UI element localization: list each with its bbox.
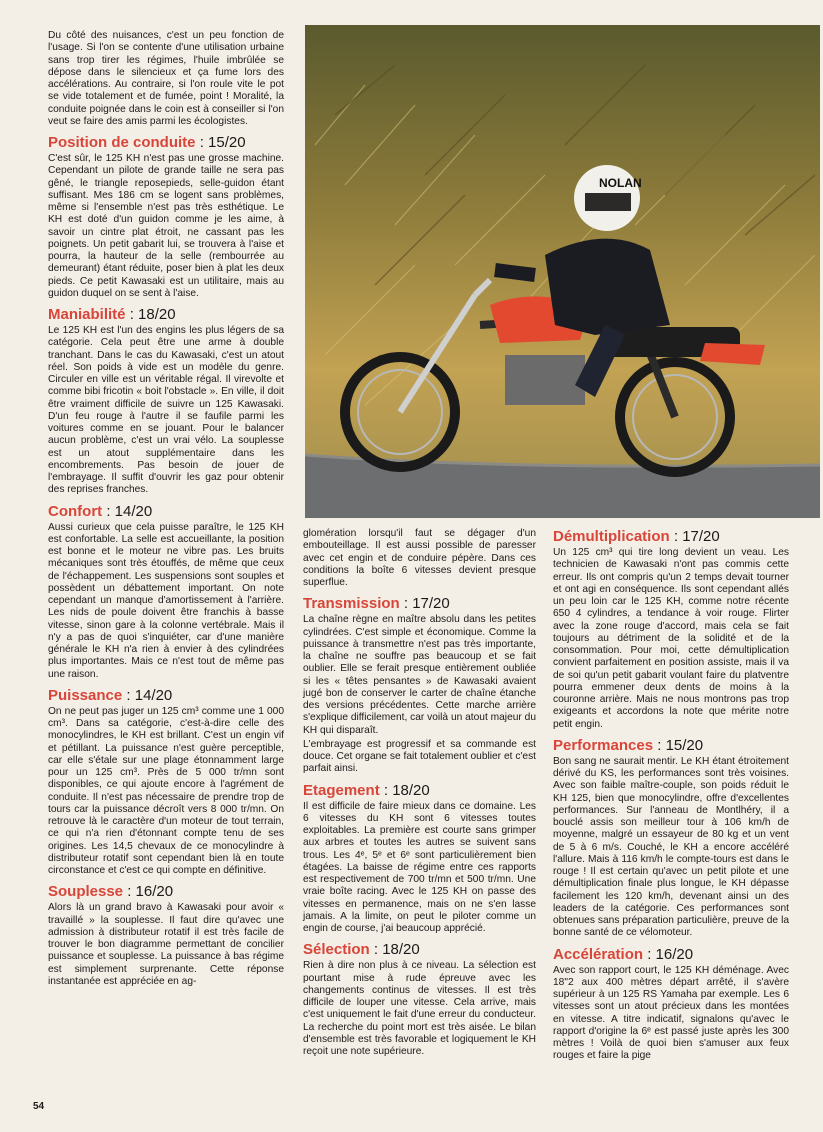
column-1 [48, 30, 284, 990]
section-score: : 15/20 [657, 736, 704, 754]
column-3 [553, 528, 789, 1065]
section-score: : 15/20 [199, 134, 246, 151]
section-score: : 18/20 [129, 306, 176, 323]
section-name: Transmission [303, 595, 400, 613]
column-2 [303, 528, 536, 1060]
section-score: : 16/20 [647, 945, 694, 963]
section-score: : 14/20 [126, 686, 173, 704]
section-name: Sélection [303, 941, 370, 959]
section-name: Performances [553, 736, 654, 754]
motorcycle-photo [305, 25, 820, 518]
paragraph: Aussi curieux que cela puisse paraître, le 125 KH est confortable. La selle est accueillante, la position est bonne et le moteur ne vibre pas. Les bruits mécaniques sont très étouffés, de même que ceux de l'échappement. Les suspensions sont souples et possèdent un débattement important. On note cependant un manque d'amortissement à l'arrière. Les nids de poule doivent être franchis à basse vitesse, sinon gare à la colonne vertébrale. Mais il n'y a pas de quoi s'inquiéter, car d'une manière générale le KH n'a rien à envier à des cylindrées plus importantes. Mais ce n'est tout de même pas une raison. [48, 521, 284, 680]
paragraph: C'est sûr, le 125 KH n'est pas une grosse machine. Cependant un pilote de grande taille ne sera pas gêné, le triangle reposepieds, selle-guidon étant suffisant. Mes 186 cm se logent sans problèmes, même si l'ensemble n'est pas très esthétique. Le KH est doté d'un guidon comme je les aime, à savoir un cintre plat étroit, ne cassant pas les poignets. Un petit gabarit lui, se trouvera à l'aise et pourra, la hauteur de la selle (rembourrée au demeurant) étant réduite, poser bien à plat les deux pieds. Ce petit Kawasaki est un utilitaire, mais au guidon duquel on se sent à l'aise. [48, 153, 284, 299]
page-number: 54 [33, 1101, 45, 1112]
section-name: Position de conduite [48, 134, 196, 151]
section-name: Puissance [48, 686, 123, 704]
section-score: : 18/20 [383, 781, 430, 799]
section-heading [303, 941, 536, 958]
paragraph: Avec son rapport court, le 125 KH déménage. Avec 18"2 aux 400 mètres départ arrêté, il s'avère supérieur à un 125 RS Yamaha par exemple. Les 6 vitesses sont un atout précieux dans les montées en vitesse. A titre indicatif, signalons qu'avec le rapport d'origine la 6ᵉ est passé juste après les 300 mètres ! Voilà de quoi bien s'amuser aux feux rouges et faire la pige [553, 964, 789, 1062]
section-name: Accélération [553, 945, 644, 963]
section-heading [553, 528, 789, 545]
section-score: : 14/20 [106, 502, 153, 520]
paragraph: On ne peut pas juger un 125 cm³ comme une 1 000 cm³. Dans sa catégorie, c'est-à-dire celle des monocylindres, le KH est brillant. C'est un engin vif et pétillant. La puissance n'est guère perceptible, car elle s'étale sur une plage étonnamment large pour un 125 cm³. Près de 5 000 tr/mn sont disponibles, ce qui ajoute encore à l'agrément de conduite. Il n'est pas nécessaire de prendre trop de tours car la puissance décroît vers 8 000 tr/mn. On retrouve là le caractère d'un moteur de tout terrain, ce qui n'a rien d'étonnant compte tenu de ses origines. Les 14,5 chevaux de ce monocylindre à distributeur rotatif sont cependant bien là en toute circonstance et c'est ce qui compte en définitive. [48, 705, 284, 876]
section-score: : 18/20 [373, 941, 420, 959]
paragraph: glomération lorsqu'il faut se dégager d'un embouteillage. Il est aussi possible de paresser avec cet engin et de conduire pépère. Dans ces conditions la boîte 6 vitesses devient presque superflue. [303, 528, 536, 588]
section-heading [553, 737, 789, 754]
section-heading [48, 503, 284, 520]
paragraph: Bon sang ne saurait mentir. Le KH étant étroitement dérivé du KS, les performances sont très voisines. Avec son faible maître-couple, son poids réduit le KH 125, bien que monocylindre, offre d'excellentes performances. Sur l'anneau de Montlhéry, il a bouclé assis son meilleur tour à 106 km/h de moyenne, malgré un essayeur de 80 kg et un vent de 5 à 6 m/s. Couché, le KH a encore accéléré l'allure. Mais à 116 km/h le compte-tours est dans le rouge ! Il est certain qu'avec un petit pilote et une démultiplication finale plus longue, le KH dépasse facilement les 120 km/h, devenant ainsi un des leaders de la catégorie. Ces performances sont obtenues sans préparation particulière, preuve de la bonne santé de ce vélomoteur. [553, 755, 789, 939]
section-heading [303, 782, 536, 799]
section-heading [303, 595, 536, 612]
paragraph: Il est difficile de faire mieux dans ce domaine. Les 6 vitesses du KH sont 6 vitesses toutes exploitables. La première est courte sans grimper aux arbres et toutes les autres se suivent sans trous. Les 4ᵉ, 5ᵉ et 6ᵉ sont particulièrement bien étagées. La baisse de régime entre ces rapports est respectivement de 700 tr/mn et 500 tr/mn. Une vraie boîte racing. Avec le 125 KH on passe des vitesses en permanence, mais on ne s'en lasse jamais. A la limite, on peut le piloter comme un engin de course, j'ai beaucoup apprécié. [303, 800, 536, 934]
paragraph: La chaîne règne en maître absolu dans les petites cylindrées. C'est simple et économique. Comme la puissance à transmettre n'est pas très importante, la chaîne ne souffre pas beaucoup et se fait oublier. Elle se ferait presque entièrement oubliée si les « têtes pensantes » de Kawasaki avaient jugé bon de conserver le carter de chaîne étanche des versions précédentes. Cette marche arrière s'explique difficilement, car voilà un atout majeur du KH qui disparaît. [303, 614, 536, 736]
section-score: : 17/20 [673, 528, 720, 545]
section-heading [48, 134, 284, 151]
paragraph: Du côté des nuisances, c'est un peu fonction de l'usage. Si l'on se contente d'une utilisation urbaine sans trop tirer les régimes, l'huile imbrûlée se dépose dans le silencieux et ça fume lors des accélérations. Au contraire, si l'on roule vite le pot se vide totalement et de fumée, point ! Moralité, la conduite poignée dans le coin est à conseiller si l'on veut se faire des amis parmi les écologistes. [48, 30, 284, 127]
section-score: : 17/20 [403, 595, 450, 613]
motorcycle-rider-image [305, 25, 820, 518]
section-name: Souplesse [48, 883, 124, 901]
section-heading [48, 687, 284, 704]
section-heading [553, 946, 789, 963]
section-name: Etagement [303, 781, 380, 799]
section-score: : 16/20 [127, 883, 174, 901]
section-name: Démultiplication [553, 528, 670, 545]
helmet-label: NOLAN [599, 176, 642, 190]
section-heading [48, 306, 284, 323]
section-name: Confort [48, 502, 103, 520]
section-name: Maniabilité [48, 306, 126, 323]
paragraph: Le 125 KH est l'un des engins les plus légers de sa catégorie. Cela peut être une arme à double tranchant. Dans le cas du Kawasaki, c'est un atout réel. Son poids à vide est un modèle du genre. Circuler en ville est un véritable régal. Il virevolte et comme bibi fricotin « boit l'obstacle ». En ville, il doit être vraiment difficile de suivre un 125 Kawasaki. D'un feu rouge à l'autre il se faufile parmi les voitures comme en se jouant. Pour le balancer aucun problème, c'est un vrai vélo. La souplesse est un atout supplémentaire dans les encombrements. Pas besoin de jouer de l'embrayage. Il suffit d'ouvrir les gaz pour obtenir des reprises franches. [48, 325, 284, 496]
paragraph: L'embrayage est progressif et sa commande est douce. Cet organe se fait totalement oublier et c'est parfait ainsi. [303, 738, 536, 775]
section-heading [48, 883, 284, 900]
paragraph: Alors là un grand bravo à Kawasaki pour avoir « travaillé » la souplesse. Il faut dire qu'avec une admission à distributeur rotatif il est très facile de trouver le bon diagramme permettant de concilier puissance et souplesse. La puissance à bas régime est simplement surprenante. Cette réponse instantanée est appréciée en ag- [48, 902, 284, 987]
paragraph: Un 125 cm³ qui tire long devient un veau. Les technicien de Kawasaki n'ont pas commis cette erreur. Ils ont compris qu'un 2 temps devait tourner et ont agi en conséquence. Ils sont cependant allés un peu loin car le 125 KH, comme notre récente 650 4 cylindres, a tendance à voir rouge. Flirter avec la zone rouge d'accord, mais cela se fait toujours au détriment de la solidité et de la consommation. Pour moi, cette démultiplication convient parfaitement en position assiste, mais il va de soi qu'un petit gabarit voulant faire du platventre pourra emmener deux dents de moins à la couronne arrière. Mais ne nous montrons pas trop exigeants et accordons la note que mérite notre petit engin. [553, 547, 789, 730]
paragraph: Rien à dire non plus à ce niveau. La sélection est pourtant mise à rude épreuve avec les changements continus de vitesses. Il est très difficile de louper une vitesse. Cela arrive, mais c'est uniquement le fait d'une erreur du conducteur. La recherche du point mort est très aisée. Le bilan d'ensemble est très favorable et logiquement le KH reçoit une note supérieure. [303, 960, 536, 1057]
